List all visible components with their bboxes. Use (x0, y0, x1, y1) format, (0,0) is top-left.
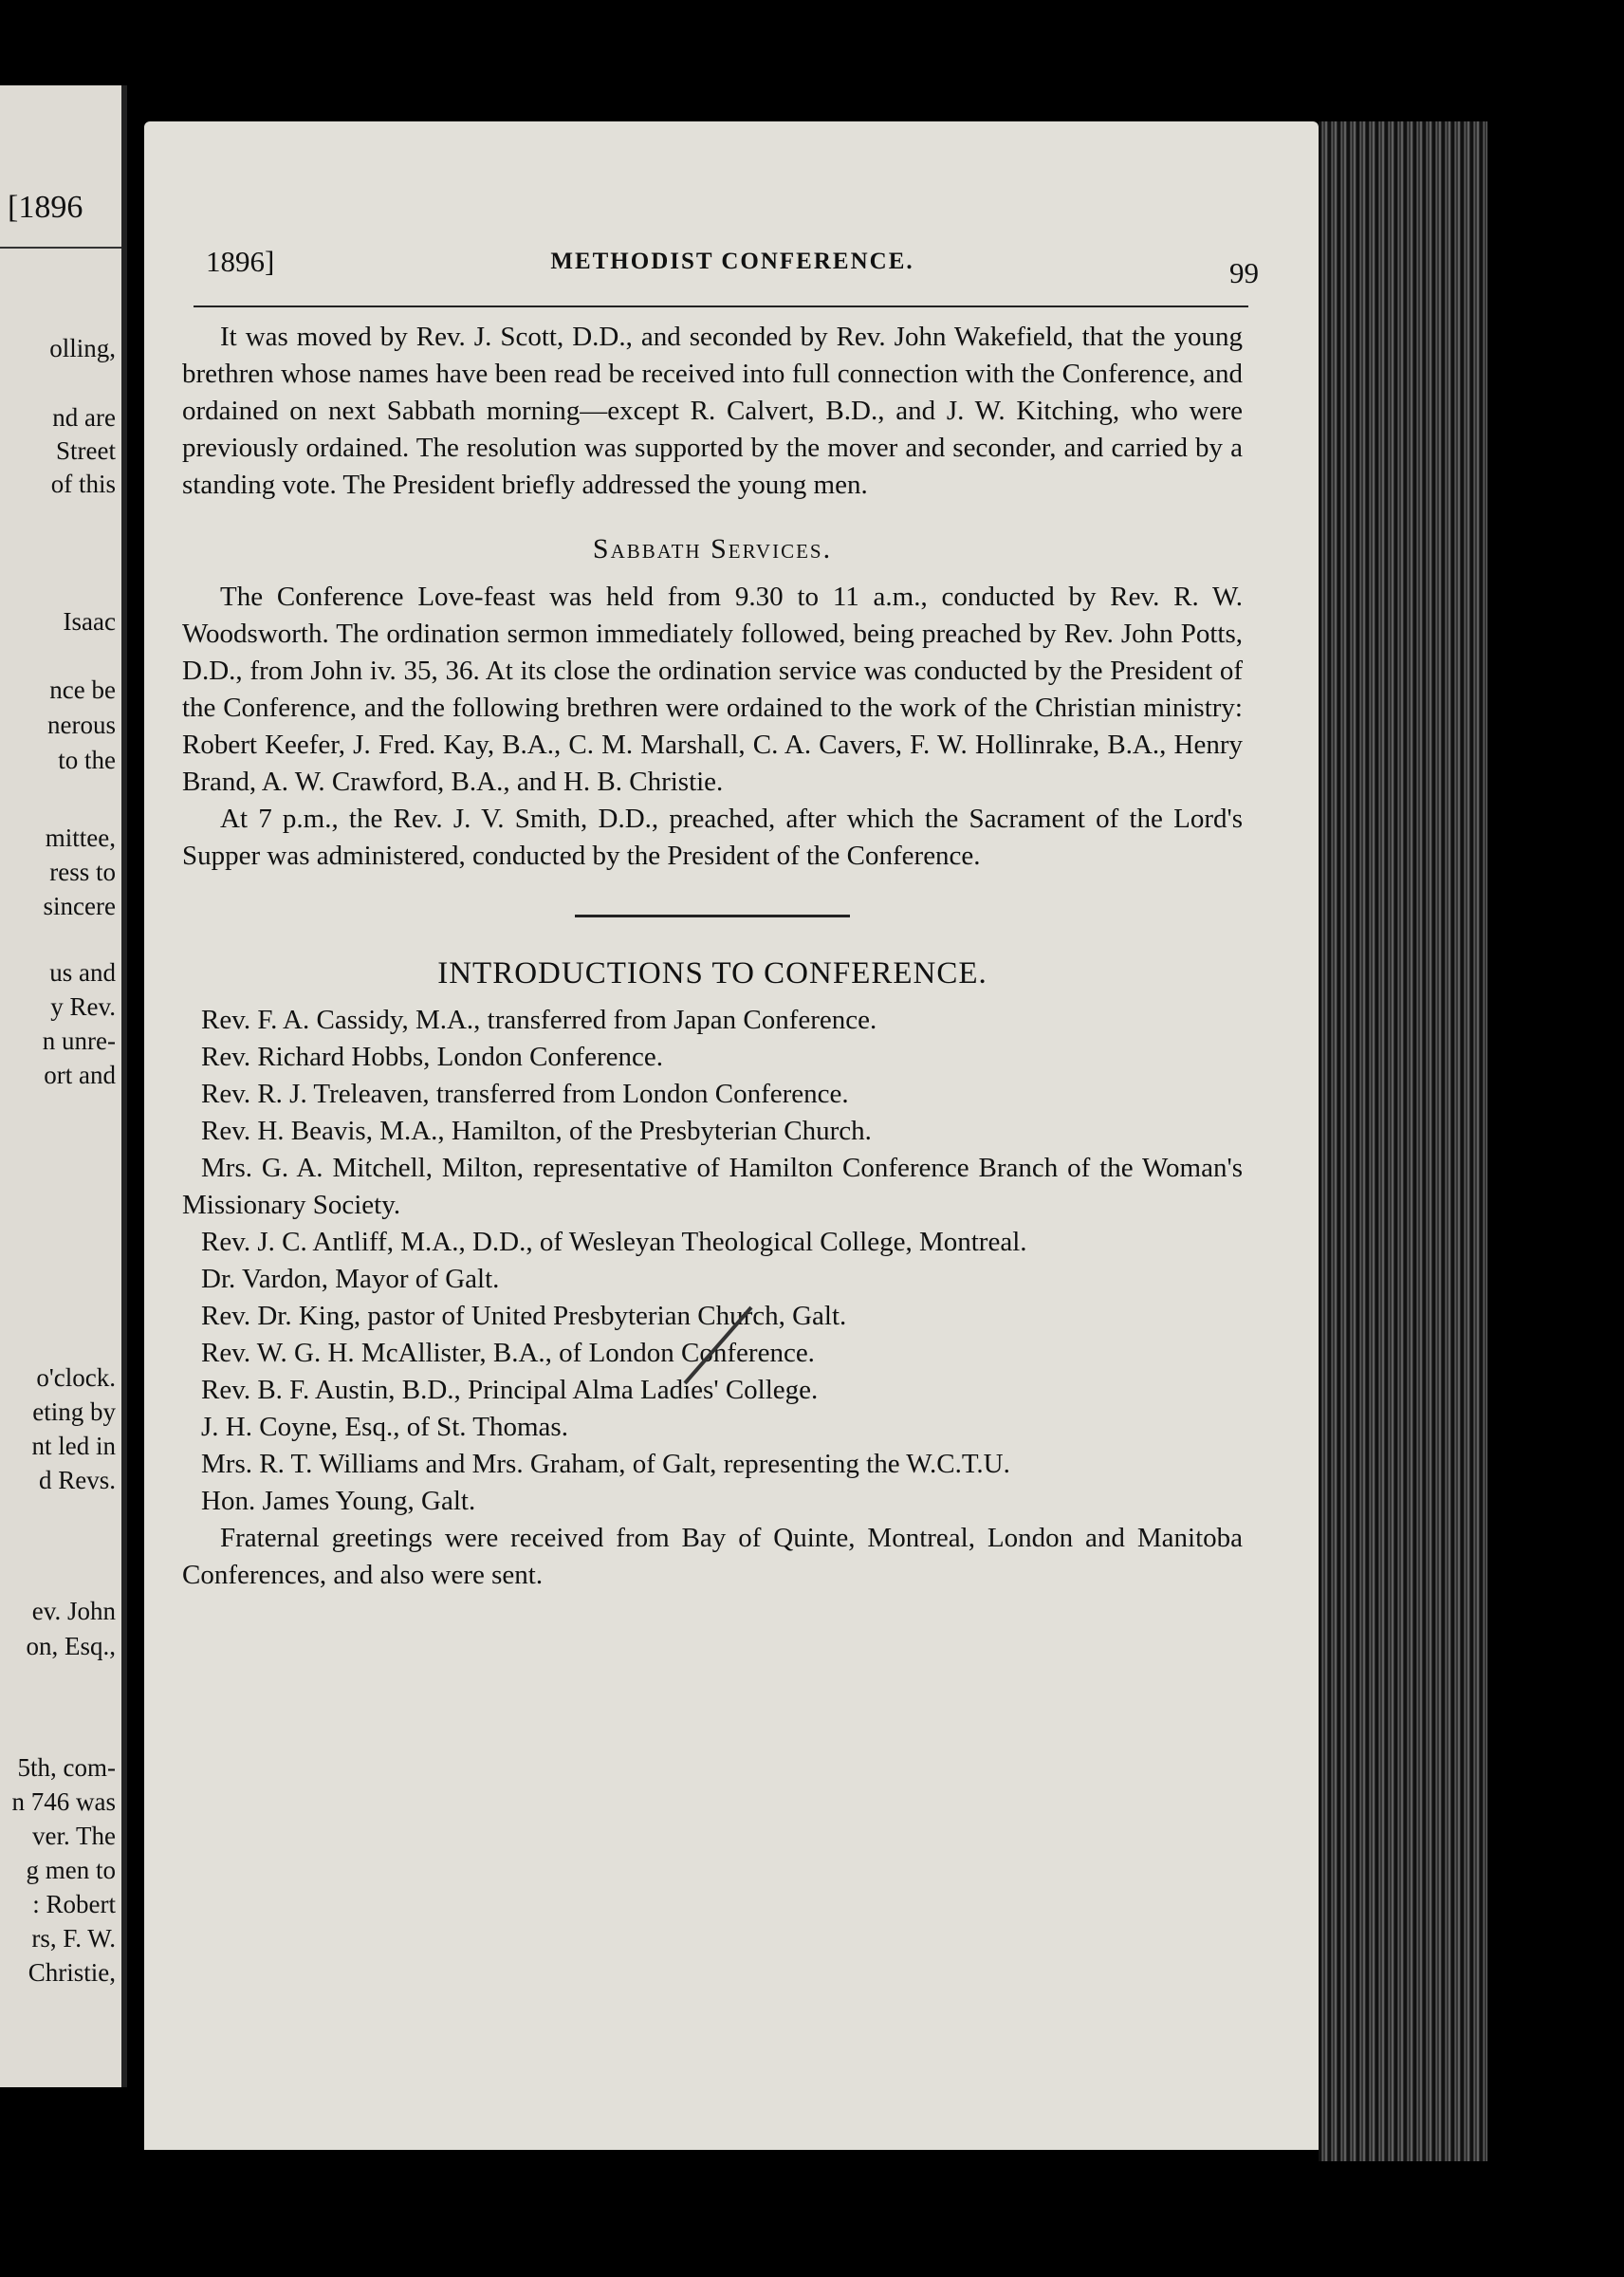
left-fragment: olling, (49, 334, 116, 362)
left-fragment: d Revs. (39, 1466, 116, 1494)
left-fragment: g men to (26, 1856, 116, 1884)
left-fragment: on, Esq., (26, 1632, 116, 1660)
left-fragment: mittee, (45, 824, 116, 852)
left-fragment: nerous (47, 711, 116, 739)
left-fragment: y Rev. (50, 992, 116, 1021)
introductions-list (182, 1002, 1243, 1520)
left-fragment: nce be (49, 676, 116, 704)
left-fragment: n 746 was (11, 1787, 116, 1816)
list-item: Mrs. R. T. Williams and Mrs. Graham, of Galt, representing the W.C.T.U. (201, 1449, 1010, 1479)
list-item: J. H. Coyne, Esq., of St. Thomas. (201, 1412, 568, 1442)
list-item: Rev. Dr. King, pastor of United Presbyterian Church, Galt. (201, 1301, 847, 1331)
greetings-paragraph: Fraternal greetings were received from Bay of Quinte, Montreal, London and Manitoba Conferences, and also were sent. (182, 1523, 1243, 1590)
page-body (182, 302, 1243, 1594)
left-fragment: Christie, (28, 1958, 116, 1987)
left-fragment: Isaac (63, 607, 116, 636)
left-fragment: to the (58, 746, 116, 774)
header-year: 1896] (206, 245, 275, 278)
list-item: Rev. H. Beavis, M.A., Hamilton, of the Presbyterian Church. (201, 1116, 872, 1146)
list-item: Rev. B. F. Austin, B.D., Principal Alma Ladies' College. (201, 1375, 819, 1405)
left-fragment: of this (50, 470, 116, 498)
left-fragment: ver. The (32, 1822, 116, 1850)
left-fragment: nd are (52, 403, 116, 432)
pencil-mark-icon (675, 1303, 761, 1388)
list-item: Rev. W. G. H. McAllister, B.A., of London Conference. (201, 1338, 815, 1368)
left-fragment: eting by (32, 1398, 116, 1426)
left-fragment: us and (49, 958, 116, 987)
left-fragment: Street (56, 436, 116, 465)
right-page (144, 121, 1319, 2150)
section-title-introductions: INTRODUCTIONS TO CONFERENCE. (437, 956, 987, 990)
page-edges (1319, 121, 1487, 2161)
left-fragment: ress to (49, 858, 116, 886)
list-item: Hon. James Young, Galt. (201, 1486, 476, 1516)
left-fragment: sincere (43, 892, 116, 920)
list-item: Rev. R. J. Treleaven, transferred from London Conference. (201, 1079, 849, 1109)
left-fragment: rs, F. W. (31, 1924, 116, 1953)
left-page (0, 85, 127, 2087)
resolution-paragraph: It was moved by Rev. J. Scott, D.D., and seconded by Rev. John Wakefield, that the young brethren whose names have been read be received into full connection with the Conference, and ordained on next Sabbath morning—except R. Calvert, B.D., and J. W. Kitching, who were previously ordained. The resolution was supported by the mover and seconder, and carried by a standing vote. The President briefly addressed the young men. (182, 322, 1243, 500)
sabbath-paragraph: The Conference Love-feast was held from 9.30 to 11 a.m., conducted by Rev. R. W. Woodsworth. The ordination sermon immediately followed, being preached by Rev. John Potts, D.D., from John iv. 35, 36. At its close the ordination service was conducted by the President of the Conference, and the following brethren were ordained to the work of the Christian ministry: Robert Keefer, J. Fred. Kay, B.A., C. M. Marshall, C. A. Cavers, F. W. Hollinrake, B.A., Henry Brand, A. W. Crawford, B.A., and H. B. Christie. (182, 582, 1243, 797)
list-item: Rev. J. C. Antliff, M.A., D.D., of Wesleyan Theological College, Montreal. (201, 1227, 1027, 1257)
list-item: Mrs. G. A. Mitchell, Milton, representative of Hamilton Conference Branch of the Woman's Missionary Society. (182, 1153, 1243, 1220)
list-item: Rev. F. A. Cassidy, M.A., transferred from Japan Conference. (201, 1005, 877, 1035)
evening-paragraph: At 7 p.m., the Rev. J. V. Smith, D.D., preached, after which the Sacrament of the Lord's Supper was administered, conducted by the President of the Conference. (182, 804, 1243, 871)
section-title-sabbath: Sabbath Services. (592, 533, 833, 565)
running-title: METHODIST CONFERENCE. (550, 249, 914, 274)
list-item: Dr. Vardon, Mayor of Galt. (201, 1264, 500, 1294)
left-fragment: ev. John (31, 1597, 116, 1625)
page-header (206, 235, 1259, 292)
left-fragment: ort and (44, 1061, 116, 1089)
left-page-rule (0, 247, 121, 249)
left-fragment: n unre- (42, 1027, 116, 1055)
left-fragment: 5th, com- (17, 1753, 116, 1782)
page-number: 99 (1229, 256, 1259, 289)
left-fragment: o'clock. (36, 1363, 116, 1392)
list-item: Rev. Richard Hobbs, London Conference. (201, 1042, 663, 1072)
left-fragment: nt led in (31, 1432, 116, 1460)
left-page-header: [1896 (8, 190, 83, 225)
left-fragment: : Robert (32, 1890, 116, 1918)
section-divider (575, 915, 850, 917)
